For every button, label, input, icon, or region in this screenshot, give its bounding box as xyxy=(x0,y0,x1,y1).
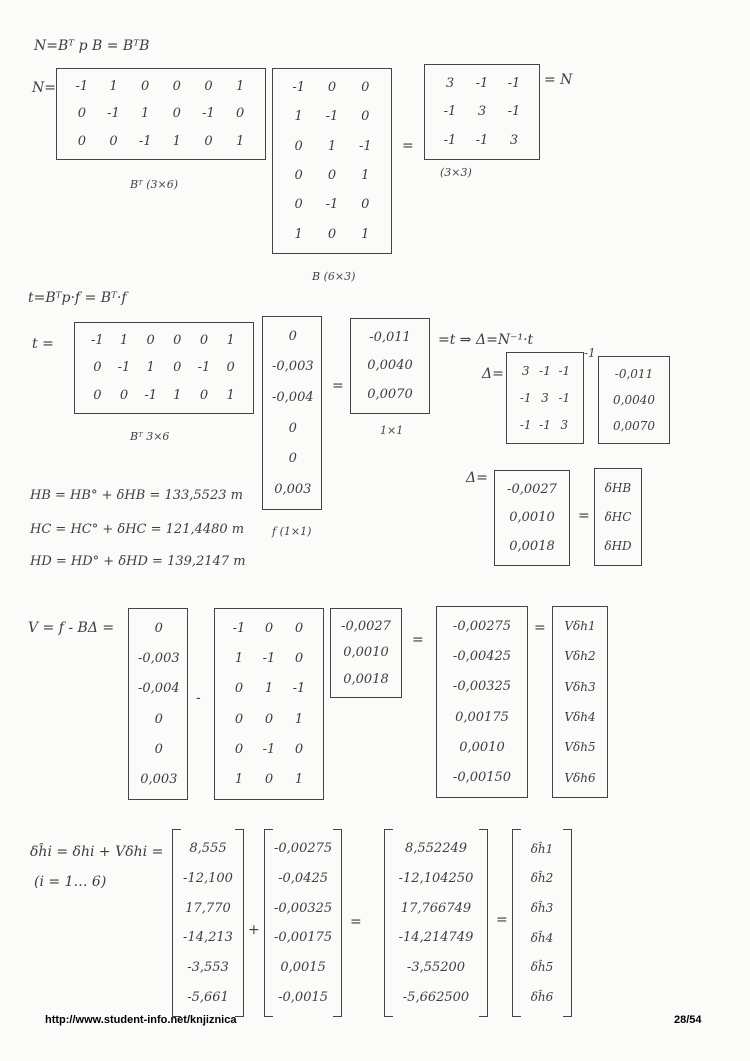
matrix-cell: 0,0015 xyxy=(280,959,326,975)
matrix-cell: 0,0018 xyxy=(343,672,389,688)
matrix-cell: -0,003 xyxy=(272,359,314,375)
matrix-cell: -0,00325 xyxy=(452,679,512,695)
matrix-cell: 0 xyxy=(294,138,303,154)
matrix-cell: Vδh1 xyxy=(564,619,596,634)
page-number: 28/54 xyxy=(674,1014,702,1026)
matrix-cell: δĥ3 xyxy=(530,901,554,916)
matrix-cell: -1 xyxy=(539,363,551,378)
matrix-cell: -14,214749 xyxy=(398,930,474,946)
implication: =t ⇒ Δ=N⁻¹·t xyxy=(438,332,534,348)
matrix-cell: 0 xyxy=(264,620,274,636)
matrix-cell: -0,011 xyxy=(614,367,654,381)
equals-sign: = xyxy=(402,138,414,154)
matrix-cell: 1 xyxy=(234,772,244,788)
matrix-cell: 0 xyxy=(288,328,297,344)
matrix-cell: 1 xyxy=(236,133,245,149)
matrix-cell: 0 xyxy=(327,168,337,184)
matrix-cell: 0,0070 xyxy=(613,419,655,433)
footer-url[interactable]: http://www.student-info.net/knjiznica xyxy=(45,1014,237,1026)
matrix-cell: 3 xyxy=(445,75,455,91)
vector-t xyxy=(350,318,430,414)
matrix-cell: -1 xyxy=(325,197,339,213)
matrix-cell: 0,0040 xyxy=(367,358,413,374)
matrix-cell: δHC xyxy=(604,509,632,524)
matrix-cell: -1 xyxy=(443,104,457,120)
matrix-cell: 0 xyxy=(173,333,182,349)
matrix-cell: -1 xyxy=(262,650,276,666)
matrix-cell: -1 xyxy=(539,418,551,433)
matrix-cell: -1 xyxy=(325,109,339,125)
matrix-cell: 1 xyxy=(173,387,182,403)
formula-v: V = f - BΔ = xyxy=(28,620,115,636)
matrix-cell: δĥ5 xyxy=(530,960,554,975)
delta-eq-label: Δ= xyxy=(482,366,504,382)
t-label: t = xyxy=(32,336,54,352)
matrix-cell: -0,004 xyxy=(272,390,314,406)
matrix-cell: 0 xyxy=(294,168,303,184)
matrix-cell: -1 xyxy=(138,133,152,149)
matrix-cell: -1 xyxy=(232,620,246,636)
matrix-cell: -1 xyxy=(475,75,489,91)
matrix-cell: Vδh3 xyxy=(564,679,596,694)
vector-v-4 xyxy=(264,830,342,1016)
matrix-cell: 0 xyxy=(93,387,102,403)
matrix-cell: 1 xyxy=(327,138,337,154)
matrix-cell: -12,104250 xyxy=(398,870,474,886)
matrix-cell: 3 xyxy=(560,418,569,433)
matrix-cell: -1 xyxy=(292,80,305,96)
matrix-cell: -0,011 xyxy=(369,329,411,345)
matrix-cell: -12,100 xyxy=(183,870,233,886)
n-dim-label: (3×3) xyxy=(440,166,472,179)
matrix-cell: 0 xyxy=(288,420,297,436)
matrix-cell: 1 xyxy=(146,360,155,376)
matrix-cell: -1 xyxy=(519,418,532,433)
matrix-cell: 1 xyxy=(226,333,235,349)
matrix-cell: 0,0010 xyxy=(509,510,555,526)
matrix-cell: 0 xyxy=(204,133,213,149)
matrix-cell: 0,003 xyxy=(140,772,178,788)
vector-v xyxy=(436,606,528,798)
height-d: HD = HD° + δHD = 139,2147 m xyxy=(30,554,246,569)
matrix-cell: -0,00175 xyxy=(274,930,333,946)
matrix-cell: δĥ2 xyxy=(530,871,554,886)
matrix-cell: 0,0010 xyxy=(459,739,505,755)
matrix-cell: 0 xyxy=(226,360,235,376)
matrix-cell: 0,0018 xyxy=(509,539,555,555)
minus-sign: - xyxy=(196,690,201,706)
matrix-cell: 8,552249 xyxy=(404,841,468,857)
matrix-cell: 1 xyxy=(294,711,304,727)
matrix-cell: -0,0015 xyxy=(278,989,329,1005)
matrix-cell: 0 xyxy=(294,197,303,213)
matrix-cell: -1 xyxy=(292,681,306,697)
matrix-cell: 3 xyxy=(509,133,519,149)
matrix-cell: 17,766749 xyxy=(400,900,472,916)
vector-dh xyxy=(594,468,642,566)
n-label: N= xyxy=(32,80,56,96)
matrix-cell: -1 xyxy=(202,106,215,122)
matrix-cell: 0 xyxy=(77,133,86,149)
matrix-cell: -0,00275 xyxy=(274,841,333,857)
matrix-cell: 0 xyxy=(327,80,337,96)
delta-label: Δ= xyxy=(466,470,488,486)
matrix-bt xyxy=(56,68,266,160)
matrix-cell: 0 xyxy=(77,106,86,122)
matrix-cell: 0 xyxy=(294,741,304,757)
matrix-cell: 0 xyxy=(173,360,182,376)
height-b: HB = HB° + δHB = 133,5523 m xyxy=(30,488,243,503)
matrix-cell: -1 xyxy=(75,79,89,95)
matrix-cell: 1 xyxy=(226,387,235,403)
matrix-cell: 1 xyxy=(141,106,150,122)
equals-sign-4: = xyxy=(412,632,424,648)
matrix-cell: 1 xyxy=(236,79,245,95)
b-dim-label: B (6×3) xyxy=(312,270,356,283)
vector-f-3 xyxy=(128,608,188,800)
vector-vnames xyxy=(552,606,608,798)
matrix-cell: 3 xyxy=(541,390,549,405)
matrix-cell: -0,00275 xyxy=(452,618,512,634)
bt-dim-label: Bᵀ (3×6) xyxy=(130,178,178,191)
formula-t: t=Bᵀp·f = Bᵀ·f xyxy=(28,290,127,306)
matrix-n-inverse xyxy=(506,352,584,444)
matrix-cell: -1 xyxy=(507,75,521,91)
matrix-cell: 0 xyxy=(294,650,304,666)
matrix-cell: -0,004 xyxy=(138,681,180,697)
matrix-cell: -3,55200 xyxy=(406,959,466,975)
matrix-cell: 0 xyxy=(154,711,163,727)
matrix-bt-2 xyxy=(74,322,254,414)
matrix-cell: 0 xyxy=(361,80,370,96)
matrix-cell: 1 xyxy=(294,109,303,125)
matrix-cell: 0,003 xyxy=(274,482,312,498)
vector-h-result xyxy=(384,830,488,1016)
formula-h: δĥi = δhi + Vδhi = xyxy=(30,844,164,860)
matrix-cell: δĥ4 xyxy=(530,930,554,945)
formula-n: N=Bᵀ p B = BᵀB xyxy=(34,38,150,54)
matrix-cell: 17,770 xyxy=(185,900,231,916)
matrix-cell: 0 xyxy=(361,197,370,213)
matrix-cell: -0,0027 xyxy=(507,481,557,497)
matrix-cell: -1 xyxy=(519,390,532,405)
matrix-cell: 0 xyxy=(234,711,244,727)
matrix-cell: 0,00175 xyxy=(455,709,509,725)
matrix-cell: -1 xyxy=(262,741,276,757)
matrix-cell: -1 xyxy=(90,333,104,349)
vector-delta xyxy=(494,470,570,566)
range-label: (i = 1… 6) xyxy=(34,874,107,890)
matrix-cell: δĥ6 xyxy=(530,990,554,1005)
matrix-cell: 0 xyxy=(154,741,163,757)
matrix-cell: -1 xyxy=(558,363,571,378)
equals-n-label: = N xyxy=(544,72,573,88)
matrix-cell: 0,0070 xyxy=(367,387,413,403)
matrix-cell: 0 xyxy=(199,333,209,349)
matrix-cell: 0 xyxy=(109,133,118,149)
height-c: HC = HC° + δHC = 121,4480 m xyxy=(30,522,245,537)
matrix-cell: Vδh4 xyxy=(564,710,596,725)
matrix-cell: 3 xyxy=(477,104,487,120)
equals-sign-7: = xyxy=(496,912,508,928)
matrix-cell: 3 xyxy=(521,363,530,378)
matrix-cell: -0,0027 xyxy=(341,618,391,634)
matrix-cell: 1 xyxy=(294,772,304,788)
matrix-cell: -14,213 xyxy=(183,930,233,946)
matrix-b xyxy=(272,68,392,254)
matrix-cell: 0,0010 xyxy=(343,645,389,661)
equals-sign-6: = xyxy=(350,914,362,930)
matrix-cell: 0 xyxy=(141,79,150,95)
inverse-exponent: -1 xyxy=(584,346,596,360)
matrix-cell: 8,555 xyxy=(189,841,227,857)
matrix-cell: 1 xyxy=(361,226,370,242)
matrix-cell: 0 xyxy=(172,106,181,122)
matrix-cell: 0 xyxy=(327,226,337,242)
matrix-cell: -0,00325 xyxy=(274,900,333,916)
equals-sign-5: = xyxy=(534,620,546,636)
matrix-cell: -1 xyxy=(197,360,211,376)
matrix-cell: 0 xyxy=(294,620,304,636)
matrix-cell: 0 xyxy=(234,741,244,757)
matrix-cell: 1 xyxy=(234,650,244,666)
matrix-cell: 1 xyxy=(294,226,303,242)
equals-sign-3: = xyxy=(578,508,590,524)
matrix-cell: -0,003 xyxy=(138,650,180,666)
matrix-cell: 0 xyxy=(264,772,274,788)
matrix-cell: -1 xyxy=(107,106,120,122)
matrix-cell: 0 xyxy=(234,681,244,697)
matrix-cell: 0 xyxy=(93,360,102,376)
matrix-cell: 0 xyxy=(146,333,155,349)
matrix-cell: -1 xyxy=(443,133,457,149)
equals-sign-2: = xyxy=(332,378,344,394)
matrix-cell: 0,0040 xyxy=(613,393,655,407)
matrix-cell: 1 xyxy=(264,681,274,697)
matrix-cell: δĥ1 xyxy=(530,841,554,856)
matrix-cell: -1 xyxy=(558,390,571,405)
matrix-cell: 1 xyxy=(361,168,370,184)
matrix-n xyxy=(424,64,540,160)
vector-h-names xyxy=(512,830,572,1016)
matrix-cell: 0 xyxy=(288,451,297,467)
f-dim-label: f (1×1) xyxy=(272,525,312,538)
matrix-cell: -1 xyxy=(117,360,131,376)
matrix-cell: 0 xyxy=(172,79,181,95)
vector-t-2 xyxy=(598,356,670,444)
matrix-cell: 0 xyxy=(119,387,129,403)
matrix-cell: Vδh5 xyxy=(564,740,596,755)
matrix-cell: -5,661 xyxy=(187,989,229,1005)
matrix-cell: δHB xyxy=(604,480,632,495)
matrix-cell: -5,662500 xyxy=(402,989,470,1005)
vector-h xyxy=(172,830,244,1016)
matrix-cell: -0,00150 xyxy=(452,770,512,786)
vector-f xyxy=(262,316,322,510)
matrix-cell: 0 xyxy=(204,79,213,95)
matrix-cell: 1 xyxy=(172,133,181,149)
matrix-b-3 xyxy=(214,608,324,800)
plus-sign: + xyxy=(248,922,260,938)
matrix-cell: -1 xyxy=(475,133,489,149)
matrix-cell: 1 xyxy=(119,333,129,349)
matrix-cell: -0,0425 xyxy=(278,870,329,886)
t-dim-label: 1×1 xyxy=(380,424,404,437)
matrix-cell: δHD xyxy=(604,539,632,554)
matrix-cell: 1 xyxy=(109,79,118,95)
matrix-cell: 0 xyxy=(236,106,245,122)
matrix-cell: Vδh6 xyxy=(564,770,596,785)
matrix-cell: Vδh2 xyxy=(564,649,596,664)
matrix-cell: -0,00425 xyxy=(452,648,512,664)
matrix-cell: -1 xyxy=(144,387,157,403)
matrix-cell: -3,553 xyxy=(187,959,229,975)
matrix-cell: 0 xyxy=(361,109,370,125)
vector-delta-3 xyxy=(330,608,402,698)
matrix-cell: 0 xyxy=(199,387,209,403)
matrix-cell: -1 xyxy=(358,138,372,154)
matrix-cell: -1 xyxy=(507,104,521,120)
matrix-cell: 0 xyxy=(264,711,274,727)
matrix-cell: 0 xyxy=(154,620,163,636)
bt-dim-label-2: Bᵀ 3×6 xyxy=(130,430,170,443)
